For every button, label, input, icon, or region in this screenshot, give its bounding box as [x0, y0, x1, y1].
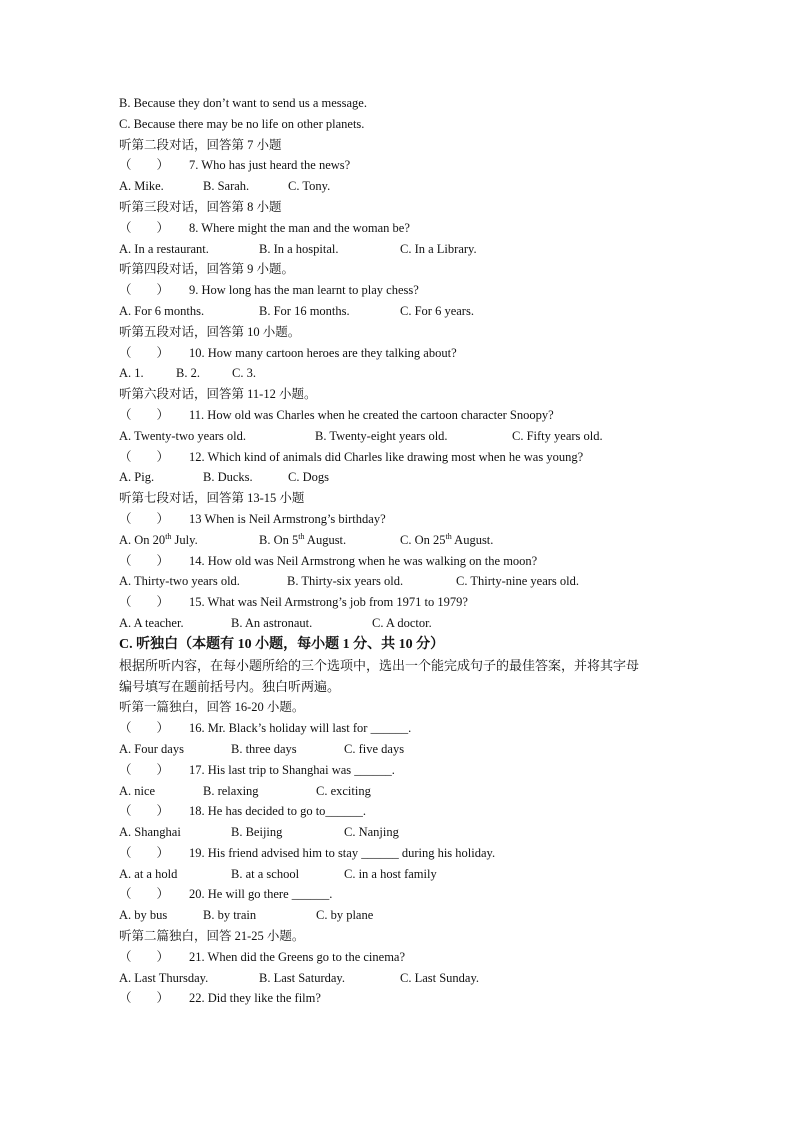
question-line	[119, 509, 719, 530]
question-text: 16. Mr. Black’s holiday will last for ______.	[189, 721, 412, 736]
answer-option: A. at a hold	[119, 866, 178, 881]
answer-option: C. Tony.	[288, 179, 331, 194]
options-line	[119, 571, 719, 592]
options-line	[119, 739, 719, 760]
options-line	[119, 239, 719, 260]
answer-option: A. nice	[119, 783, 156, 798]
answer-option: C. exciting	[316, 783, 371, 798]
instruction-paragraph-line: 编号填写在题前括号内。独白听两遍。	[119, 678, 341, 694]
answer-blank: （ ）	[119, 407, 170, 422]
question-text: 17. His last trip to Shanghai was ______.	[189, 762, 395, 777]
options-line	[119, 467, 719, 488]
instruction-line: 听第一篇独白，回答 16-20 小题。	[119, 700, 305, 715]
answer-option: A. Shanghai	[119, 825, 181, 840]
question-text: 21. When did the Greens go to the cinema?	[189, 949, 406, 964]
answer-option: B. Beijing	[231, 825, 283, 840]
answer-option: A. Pig.	[119, 470, 155, 485]
answer-option: B. In a hospital.	[259, 241, 339, 256]
question-line	[119, 551, 719, 572]
answer-blank: （ ）	[119, 345, 170, 360]
answer-option: B. Last Saturday.	[259, 970, 345, 985]
question-line	[119, 718, 719, 739]
answer-blank: （ ）	[119, 991, 170, 1006]
options-line	[119, 426, 719, 447]
answer-option: C. For 6 years.	[400, 303, 474, 318]
options-line	[119, 781, 719, 802]
instruction-line: B. Because they don’t want to send us a message.	[119, 96, 367, 110]
question-line	[119, 405, 719, 426]
answer-blank: （ ）	[119, 887, 170, 902]
answer-option: C. Last Sunday.	[400, 970, 480, 985]
instruction-paragraph-line: 根据所听内容，在每小题所给的三个选项中，选出一个能完成句子的最佳答案，并将其字母	[119, 657, 640, 673]
question-text: 11. How old was Charles when he created the cartoon character Snoopy?	[189, 407, 554, 422]
question-text: 10. How many cartoon heroes are they talking about?	[189, 345, 457, 360]
answer-blank: （ ）	[119, 595, 170, 610]
question-line	[119, 947, 719, 968]
answer-option: C. Thirty-nine years old.	[456, 574, 580, 589]
answer-option: B. 2.	[176, 366, 200, 381]
answer-option: B. Ducks.	[203, 470, 253, 485]
question-line	[119, 801, 719, 822]
answer-option: B. Twenty-eight years old.	[315, 428, 448, 443]
answer-option: B. Thirty-six years old.	[287, 574, 404, 589]
answer-option: C. In a Library.	[400, 241, 477, 256]
options-line	[119, 363, 719, 384]
answer-option: A. Last Thursday.	[119, 970, 209, 985]
answer-option: A. 1.	[119, 366, 144, 381]
options-line	[119, 905, 719, 926]
question-text: 18. He has decided to go to______.	[189, 804, 367, 819]
section-heading: C. 听独白（本题有 10 小题，每小题 1 分、共 10 分）	[119, 636, 445, 652]
answer-option: A. by bus	[119, 908, 168, 923]
question-line	[119, 760, 719, 781]
answer-option: A. In a restaurant.	[119, 241, 209, 256]
question-text: 15. What was Neil Armstrong’s job from 1971 to 1979?	[189, 595, 468, 610]
answer-option: C. 3.	[232, 366, 256, 381]
answer-option: A. Thirty-two years old.	[119, 574, 240, 589]
instruction-line: C. Because there may be no life on other planets.	[119, 116, 365, 131]
options-line	[119, 968, 719, 989]
question-line	[119, 155, 719, 176]
answer-blank: （ ）	[119, 949, 170, 964]
question-text: 19. His friend advised him to stay ______ during his holiday.	[189, 845, 496, 860]
answer-blank: （ ）	[119, 283, 170, 298]
answer-blank: （ ）	[119, 158, 170, 173]
options-line	[119, 822, 719, 843]
question-line	[119, 447, 719, 468]
instruction-line: 听第七段对话，回答第 13-15 小题	[119, 491, 305, 506]
answer-option: A. A teacher.	[119, 615, 184, 630]
answer-blank: （ ）	[119, 845, 170, 860]
answer-option: C. Nanjing	[344, 825, 399, 840]
answer-blank: （ ）	[119, 220, 170, 235]
answer-blank: （ ）	[119, 721, 170, 736]
answer-blank: （ ）	[119, 511, 170, 526]
options-line	[119, 176, 719, 197]
question-line	[119, 884, 719, 905]
answer-option: A. Four days	[119, 741, 184, 756]
answer-option: B. by train	[203, 908, 257, 923]
answer-option: B. Sarah.	[203, 179, 250, 194]
answer-option: B. On 5th August.	[259, 531, 347, 547]
answer-option: C. Fifty years old.	[512, 428, 603, 443]
options-line	[119, 613, 719, 634]
question-text: 20. He will go there ______.	[189, 887, 333, 902]
options-line	[119, 864, 719, 885]
question-line	[119, 592, 719, 613]
question-text: 9. How long has the man learnt to play chess?	[189, 283, 419, 298]
instruction-line: 听第三段对话，回答第 8 小题	[119, 199, 282, 214]
answer-blank: （ ）	[119, 804, 170, 819]
instruction-line: 听第六段对话，回答第 11-12 小题。	[119, 387, 317, 402]
answer-option: C. On 25th August.	[400, 531, 494, 547]
answer-option: B. For 16 months.	[259, 303, 350, 318]
question-line	[119, 280, 719, 301]
options-line	[119, 530, 719, 551]
question-line	[119, 988, 719, 1009]
answer-blank: （ ）	[119, 762, 170, 777]
answer-option: B. three days	[231, 741, 297, 756]
question-text: 12. Which kind of animals did Charles like drawing most when he was young?	[189, 449, 584, 464]
question-text: 14. How old was Neil Armstrong when he was walking on the moon?	[189, 553, 538, 568]
instruction-line: 听第二段对话，回答第 7 小题	[119, 137, 282, 152]
answer-option: C. five days	[344, 741, 405, 756]
answer-option: C. in a host family	[344, 866, 437, 881]
answer-option: A. Twenty-two years old.	[119, 428, 246, 443]
question-text: 7. Who has just heard the news?	[189, 158, 351, 173]
question-text: 22. Did they like the film?	[189, 991, 321, 1006]
answer-option: B. An astronaut.	[231, 615, 313, 630]
answer-option: C. A doctor.	[372, 615, 432, 630]
question-line	[119, 843, 719, 864]
answer-option: C. by plane	[316, 908, 374, 923]
exam-page	[119, 93, 719, 1009]
instruction-line: 听第四段对话，回答第 9 小题。	[119, 262, 295, 277]
answer-blank: （ ）	[119, 449, 170, 464]
answer-option: A. For 6 months.	[119, 303, 205, 318]
instruction-line: 听第五段对话，回答第 10 小题。	[119, 324, 301, 339]
instruction-line: 听第二篇独白，回答 21-25 小题。	[119, 929, 305, 944]
answer-option: C. Dogs	[288, 470, 329, 485]
question-text: 8. Where might the man and the woman be?	[189, 220, 410, 235]
question-line	[119, 343, 719, 364]
answer-option: A. Mike.	[119, 179, 164, 194]
question-text: 13 When is Neil Armstrong’s birthday?	[189, 511, 386, 526]
question-line	[119, 218, 719, 239]
answer-option: B. at a school	[231, 866, 300, 881]
answer-option: B. relaxing	[203, 783, 259, 798]
answer-option: A. On 20th July.	[119, 531, 198, 547]
answer-blank: （ ）	[119, 553, 170, 568]
options-line	[119, 301, 719, 322]
